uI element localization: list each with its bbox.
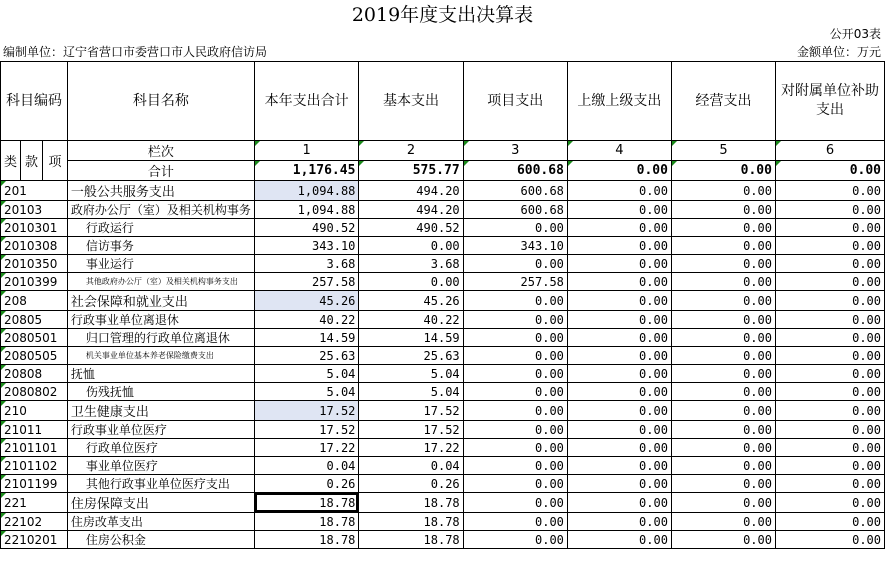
amount-cell[interactable]: 0.00 (775, 457, 884, 475)
amount-cell[interactable]: 0.00 (359, 273, 463, 291)
table-row (1, 475, 885, 493)
amount-cell[interactable]: 0.00 (463, 365, 567, 383)
subject-code-cell[interactable]: 2101199 (1, 475, 68, 493)
amount-cell[interactable]: 0.00 (567, 237, 671, 255)
amount-cell[interactable]: 0.00 (775, 421, 884, 439)
amount-cell[interactable]: 45.26 (254, 291, 358, 311)
amount-cell[interactable]: 0.00 (775, 255, 884, 273)
amount-cell[interactable]: 0.00 (671, 219, 775, 237)
header-name[interactable]: 科目名称 (67, 62, 254, 141)
table-row (1, 531, 885, 549)
table-row (1, 273, 885, 291)
amount-cell[interactable]: 17.22 (254, 439, 358, 457)
subject-name-cell[interactable]: 其他行政事业单位医疗支出 (67, 475, 254, 493)
amount-cell[interactable]: 0.00 (671, 311, 775, 329)
amount-cell[interactable]: 490.52 (254, 219, 358, 237)
amount-cell[interactable]: 343.10 (254, 237, 358, 255)
amount-cell[interactable]: 0.00 (775, 291, 884, 311)
amount-cell[interactable]: 0.00 (463, 255, 567, 273)
amount-cell[interactable]: 0.00 (567, 329, 671, 347)
amount-cell[interactable]: 0.00 (567, 273, 671, 291)
amount-cell[interactable]: 0.00 (359, 237, 463, 255)
subject-name-cell[interactable]: 抚恤 (67, 365, 254, 383)
subject-name-cell[interactable]: 政府办公厅（室）及相关机构事务 (67, 201, 254, 219)
table-row (1, 493, 885, 513)
amount-cell[interactable]: 0.00 (775, 219, 884, 237)
amount-cell[interactable]: 18.78 (254, 513, 358, 531)
amount-cell[interactable]: 14.59 (254, 329, 358, 347)
amount-cell[interactable]: 0.00 (775, 475, 884, 493)
organization-label: 编制单位：辽宁省营口市委营口市人民政府信访局 (3, 45, 268, 59)
amount-cell[interactable]: 0.00 (775, 347, 884, 365)
col-num-3[interactable]: 3 (463, 141, 567, 161)
amount-cell[interactable]: 0.00 (671, 347, 775, 365)
subject-name-cell[interactable]: 机关事业单位基本养老保险缴费支出 (67, 347, 254, 365)
subject-code-cell[interactable]: 20805 (1, 311, 68, 329)
amount-cell[interactable]: 18.78 (359, 493, 463, 513)
amount-cell[interactable]: 0.26 (254, 475, 358, 493)
amount-cell[interactable]: 5.04 (254, 365, 358, 383)
amount-cell[interactable]: 17.22 (359, 439, 463, 457)
subject-code-cell[interactable]: 2010301 (1, 219, 68, 237)
amount-cell[interactable]: 0.00 (567, 439, 671, 457)
amount-cell[interactable]: 0.00 (671, 365, 775, 383)
amount-cell[interactable]: 0.00 (463, 347, 567, 365)
amount-cell[interactable]: 0.00 (567, 457, 671, 475)
subject-name-cell[interactable]: 行政单位医疗 (67, 439, 254, 457)
table-row (1, 181, 885, 201)
table-row (1, 513, 885, 531)
amount-cell[interactable]: 490.52 (359, 219, 463, 237)
amount-cell[interactable]: 0.00 (567, 513, 671, 531)
amount-cell[interactable]: 40.22 (254, 311, 358, 329)
subject-code-cell[interactable]: 20103 (1, 201, 68, 219)
amount-cell[interactable]: 0.00 (567, 401, 671, 421)
table-row (1, 383, 885, 401)
amount-cell[interactable]: 18.78 (254, 493, 358, 513)
amount-cell[interactable]: 0.04 (254, 457, 358, 475)
header-business[interactable]: 经营支出 (671, 62, 775, 141)
total-label[interactable]: 合计 (67, 161, 254, 181)
amount-cell[interactable]: 17.52 (359, 421, 463, 439)
amount-cell[interactable]: 0.00 (567, 311, 671, 329)
total-value[interactable]: 1,176.45 (254, 161, 358, 181)
amount-cell[interactable]: 1,094.88 (254, 181, 358, 201)
amount-cell[interactable]: 0.00 (775, 273, 884, 291)
amount-cell[interactable]: 0.00 (775, 401, 884, 421)
amount-cell[interactable]: 0.00 (567, 255, 671, 273)
col-num-2[interactable]: 2 (359, 141, 463, 161)
amount-cell[interactable]: 600.68 (463, 181, 567, 201)
subject-name-cell[interactable]: 归口管理的行政单位离退休 (67, 329, 254, 347)
subject-code-cell[interactable]: 221 (1, 493, 68, 513)
amount-cell[interactable]: 45.26 (359, 291, 463, 311)
total-value[interactable]: 0.00 (671, 161, 775, 181)
amount-cell[interactable]: 0.00 (775, 237, 884, 255)
amount-cell[interactable]: 5.04 (359, 365, 463, 383)
subject-name-cell[interactable]: 一般公共服务支出 (67, 181, 254, 201)
subject-code-cell[interactable]: 210 (1, 401, 68, 421)
amount-cell[interactable]: 1,094.88 (254, 201, 358, 219)
table-row (1, 311, 885, 329)
amount-cell[interactable]: 0.00 (671, 255, 775, 273)
total-value[interactable]: 575.77 (359, 161, 463, 181)
expenditure-table (0, 61, 885, 549)
amount-cell[interactable]: 0.00 (671, 201, 775, 219)
subject-name-cell[interactable]: 住房公积金 (67, 531, 254, 549)
amount-cell[interactable]: 17.52 (359, 401, 463, 421)
amount-cell[interactable]: 0.00 (463, 329, 567, 347)
table-row (1, 365, 885, 383)
amount-cell[interactable]: 0.00 (775, 531, 884, 549)
table-row (1, 201, 885, 219)
amount-cell[interactable]: 18.78 (359, 531, 463, 549)
amount-cell[interactable]: 40.22 (359, 311, 463, 329)
amount-cell[interactable]: 0.00 (567, 475, 671, 493)
header-total[interactable]: 本年支出合计 (254, 62, 358, 141)
subject-code-cell[interactable]: 2080501 (1, 329, 68, 347)
table-row (1, 219, 885, 237)
col-num-6[interactable]: 6 (775, 141, 884, 161)
header-subsidy[interactable]: 对附属单位补助支出 (775, 62, 884, 141)
amount-cell[interactable]: 18.78 (254, 531, 358, 549)
subject-name-cell[interactable]: 事业单位医疗 (67, 457, 254, 475)
amount-cell[interactable]: 0.00 (463, 291, 567, 311)
amount-cell[interactable]: 494.20 (359, 181, 463, 201)
amount-cell[interactable]: 0.00 (567, 365, 671, 383)
amount-cell[interactable]: 0.00 (671, 181, 775, 201)
header-lei[interactable]: 类 (1, 141, 21, 181)
amount-cell[interactable]: 5.04 (359, 383, 463, 401)
amount-cell[interactable]: 0.00 (671, 475, 775, 493)
amount-cell[interactable]: 0.00 (567, 493, 671, 513)
amount-cell[interactable]: 25.63 (254, 347, 358, 365)
amount-cell[interactable]: 0.00 (463, 383, 567, 401)
amount-cell[interactable]: 14.59 (359, 329, 463, 347)
amount-cell[interactable]: 0.00 (775, 201, 884, 219)
amount-cell[interactable]: 0.00 (671, 531, 775, 549)
amount-cell[interactable]: 257.58 (463, 273, 567, 291)
amount-cell[interactable]: 0.00 (463, 311, 567, 329)
amount-cell[interactable]: 257.58 (254, 273, 358, 291)
amount-cell[interactable]: 0.00 (671, 329, 775, 347)
amount-cell[interactable]: 0.00 (463, 421, 567, 439)
amount-cell[interactable]: 3.68 (254, 255, 358, 273)
amount-cell[interactable]: 25.63 (359, 347, 463, 365)
amount-cell[interactable]: 0.26 (359, 475, 463, 493)
table-tag: 公开03表 (829, 27, 881, 41)
subject-name-cell[interactable]: 住房保障支出 (67, 493, 254, 513)
total-value[interactable]: 0.00 (775, 161, 884, 181)
subject-code-cell[interactable]: 2080802 (1, 383, 68, 401)
subject-code-cell[interactable]: 208 (1, 291, 68, 311)
subject-code-cell[interactable]: 2101102 (1, 457, 68, 475)
header-xiang[interactable]: 项 (42, 141, 67, 181)
amount-cell[interactable]: 0.00 (567, 383, 671, 401)
subject-name-cell[interactable]: 住房改革支出 (67, 513, 254, 531)
amount-cell[interactable]: 0.00 (671, 457, 775, 475)
amount-cell[interactable]: 0.00 (463, 401, 567, 421)
header-basic[interactable]: 基本支出 (359, 62, 463, 141)
amount-cell[interactable]: 0.00 (463, 439, 567, 457)
amount-cell[interactable]: 0.00 (775, 365, 884, 383)
amount-cell[interactable]: 3.68 (359, 255, 463, 273)
amount-cell[interactable]: 0.00 (463, 513, 567, 531)
subject-code-cell[interactable]: 201 (1, 181, 68, 201)
amount-cell[interactable]: 0.00 (671, 439, 775, 457)
unit-label: 金额单位：万元 (796, 45, 881, 59)
amount-cell[interactable]: 0.00 (463, 531, 567, 549)
subject-code-cell[interactable]: 22102 (1, 513, 68, 531)
amount-cell[interactable]: 0.00 (463, 219, 567, 237)
subject-code-cell[interactable]: 2210201 (1, 531, 68, 549)
table-row (1, 237, 885, 255)
total-value[interactable]: 600.68 (463, 161, 567, 181)
amount-cell[interactable]: 0.00 (775, 311, 884, 329)
amount-cell[interactable]: 0.00 (671, 273, 775, 291)
subject-name-cell[interactable]: 行政事业单位医疗 (67, 421, 254, 439)
lanci-label[interactable]: 栏次 (67, 141, 254, 161)
table-title: 2019年度支出决算表 (351, 4, 534, 26)
total-value[interactable]: 0.00 (567, 161, 671, 181)
subject-name-cell[interactable]: 伤残抚恤 (67, 383, 254, 401)
amount-cell[interactable]: 17.52 (254, 421, 358, 439)
table-row (1, 421, 885, 439)
subject-name-cell[interactable]: 行政事业单位离退休 (67, 311, 254, 329)
amount-cell[interactable]: 0.00 (567, 201, 671, 219)
amount-cell[interactable]: 494.20 (359, 201, 463, 219)
amount-cell[interactable]: 600.68 (463, 201, 567, 219)
header-upper[interactable]: 上缴上级支出 (567, 62, 671, 141)
amount-cell[interactable]: 0.00 (463, 493, 567, 513)
table-row (1, 255, 885, 273)
amount-cell[interactable]: 0.00 (775, 513, 884, 531)
subject-name-cell[interactable]: 卫生健康支出 (67, 401, 254, 421)
table-row (1, 329, 885, 347)
header-code[interactable]: 科目编码 (1, 62, 68, 141)
amount-cell[interactable]: 0.00 (671, 421, 775, 439)
subject-code-cell[interactable]: 2010399 (1, 273, 68, 291)
amount-cell[interactable]: 0.00 (775, 181, 884, 201)
amount-cell[interactable]: 0.00 (567, 531, 671, 549)
amount-cell[interactable]: 0.00 (567, 291, 671, 311)
table-row (1, 401, 885, 421)
amount-cell[interactable]: 0.00 (567, 421, 671, 439)
subject-name-cell[interactable]: 其他政府办公厅（室）及相关机构事务支出 (67, 273, 254, 291)
amount-cell[interactable]: 0.00 (775, 439, 884, 457)
subject-name-cell[interactable]: 事业运行 (67, 255, 254, 273)
amount-cell[interactable]: 0.04 (359, 457, 463, 475)
table-row (1, 291, 885, 311)
subject-name-cell[interactable]: 信访事务 (67, 237, 254, 255)
amount-cell[interactable]: 0.00 (775, 329, 884, 347)
amount-cell[interactable]: 5.04 (254, 383, 358, 401)
amount-cell[interactable]: 0.00 (463, 475, 567, 493)
amount-cell[interactable]: 0.00 (671, 513, 775, 531)
subject-code-cell[interactable]: 20808 (1, 365, 68, 383)
col-num-4[interactable]: 4 (567, 141, 671, 161)
subject-name-cell[interactable]: 行政运行 (67, 219, 254, 237)
subject-code-cell[interactable]: 2101101 (1, 439, 68, 457)
table-row (1, 347, 885, 365)
subject-code-cell[interactable]: 2080505 (1, 347, 68, 365)
subject-name-cell[interactable]: 社会保障和就业支出 (67, 291, 254, 311)
table-row (1, 439, 885, 457)
amount-cell[interactable]: 343.10 (463, 237, 567, 255)
amount-cell[interactable]: 0.00 (671, 493, 775, 513)
amount-cell[interactable]: 0.00 (671, 291, 775, 311)
amount-cell[interactable]: 18.78 (359, 513, 463, 531)
amount-cell[interactable]: 0.00 (567, 219, 671, 237)
amount-cell[interactable]: 0.00 (775, 493, 884, 513)
col-num-5[interactable]: 5 (671, 141, 775, 161)
header-kuan[interactable]: 款 (21, 141, 43, 181)
subject-code-cell[interactable]: 21011 (1, 421, 68, 439)
amount-cell[interactable]: 0.00 (671, 401, 775, 421)
header-project[interactable]: 项目支出 (463, 62, 567, 141)
subject-code-cell[interactable]: 2010350 (1, 255, 68, 273)
subject-code-cell[interactable]: 2010308 (1, 237, 68, 255)
table-row (1, 457, 885, 475)
amount-cell[interactable]: 0.00 (671, 383, 775, 401)
amount-cell[interactable]: 0.00 (671, 237, 775, 255)
amount-cell[interactable]: 0.00 (463, 457, 567, 475)
amount-cell[interactable]: 0.00 (775, 383, 884, 401)
amount-cell[interactable]: 0.00 (567, 347, 671, 365)
amount-cell[interactable]: 17.52 (254, 401, 358, 421)
amount-cell[interactable]: 0.00 (567, 181, 671, 201)
col-num-1[interactable]: 1 (254, 141, 358, 161)
